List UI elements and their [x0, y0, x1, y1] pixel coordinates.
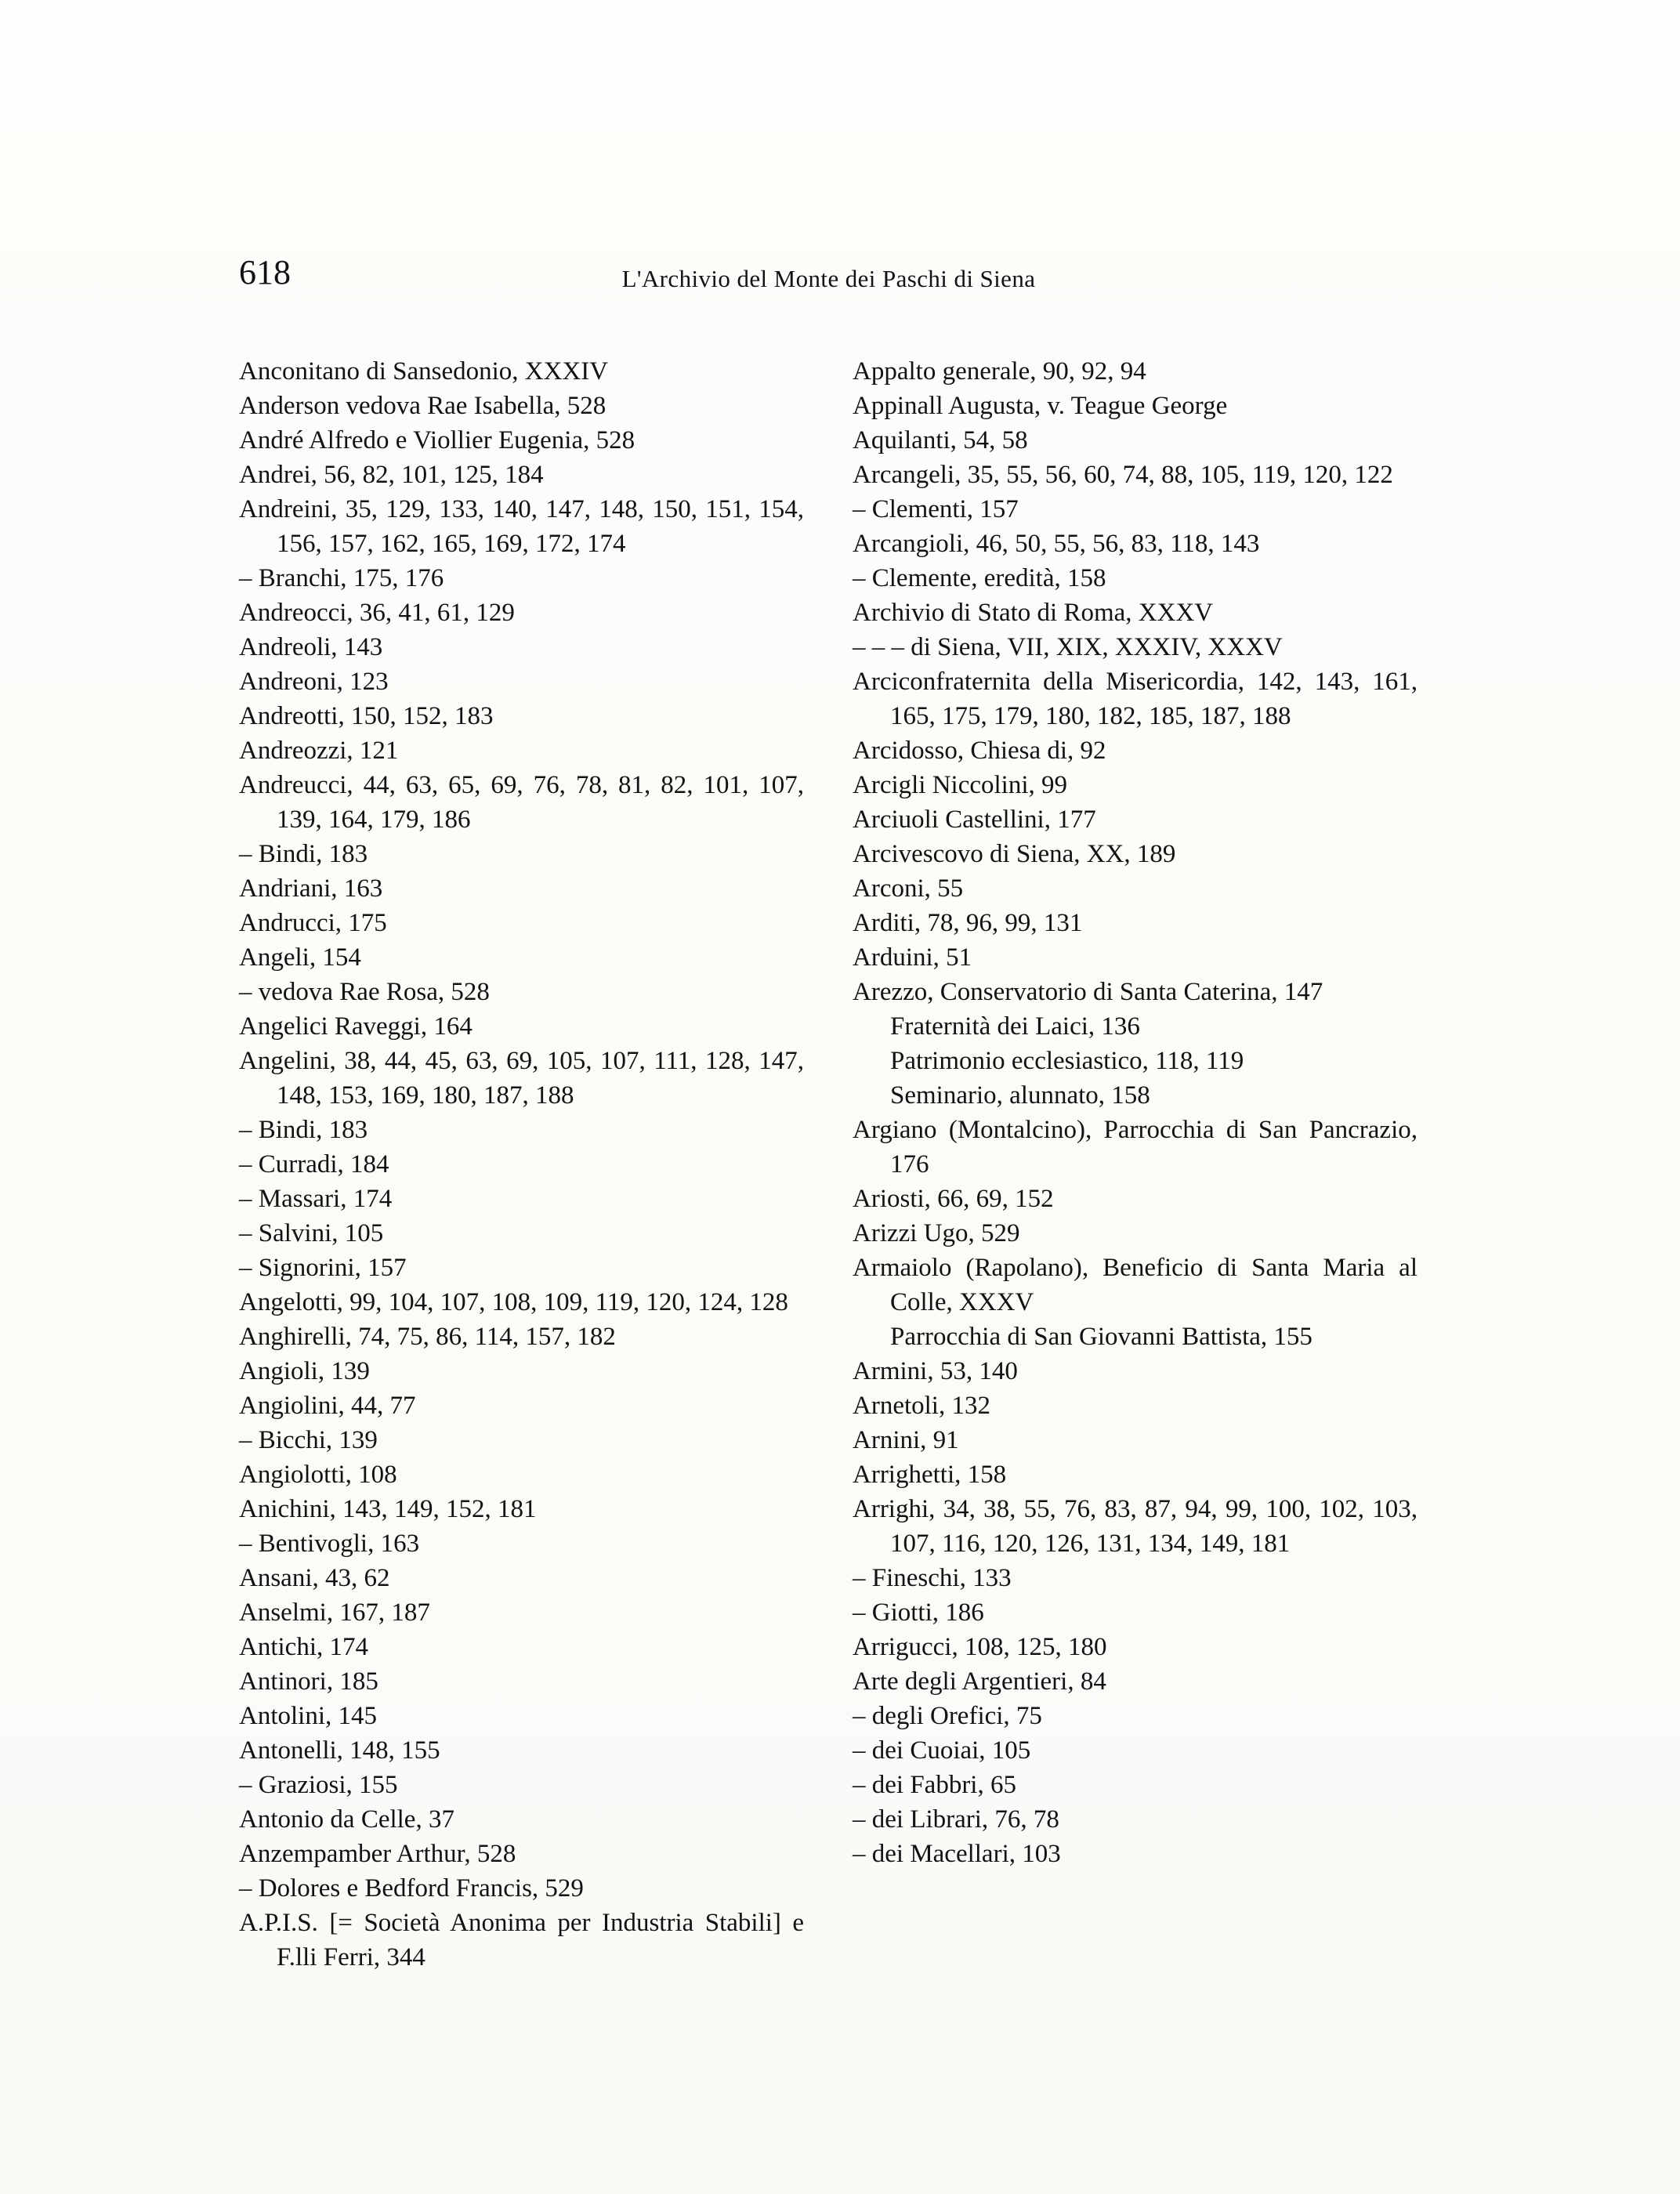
index-entry: Arnini, 91: [853, 1426, 959, 1454]
index-entry: Antichi, 174: [239, 1633, 368, 1661]
index-entry: Arnetoli, 132: [853, 1392, 990, 1420]
index-entry: Arcigli Niccolini, 99: [853, 771, 1068, 799]
index-entry: – Bicchi, 139: [239, 1426, 378, 1454]
index-entry: Angioli, 139: [239, 1357, 370, 1385]
index-entry: Andreoli, 143: [239, 633, 383, 661]
index-entry: Parrocchia di San Giovanni Battista, 155: [890, 1323, 1312, 1351]
index-entry: Arte degli Argentieri, 84: [853, 1667, 1106, 1696]
index-entry: Anselmi, 167, 187: [239, 1598, 430, 1627]
index-entry: Arduini, 51: [853, 943, 972, 972]
index-entry: Arcangioli, 46, 50, 55, 56, 83, 118, 143: [853, 530, 1260, 558]
index-entry: Patrimonio ecclesiastico, 118, 119: [890, 1047, 1244, 1075]
index-entry: Andrei, 56, 82, 101, 125, 184: [239, 461, 544, 489]
index-entry: Angelotti, 99, 104, 107, 108, 109, 119, 120, 124, 128: [239, 1288, 788, 1316]
index-entry: – Bindi, 183: [239, 1116, 368, 1144]
index-entry: – Signorini, 157: [239, 1254, 407, 1282]
index-entry: – Dolores e Bedford Francis, 529: [239, 1874, 584, 1903]
index-entry: – Clementi, 157: [853, 495, 1019, 523]
index-entry: Anghirelli, 74, 75, 86, 114, 157, 182: [239, 1323, 616, 1351]
index-entry: Armini, 53, 140: [853, 1357, 1018, 1385]
index-entry: Arezzo, Conservatorio di Santa Caterina, 147: [853, 978, 1323, 1006]
index-entry: – Fineschi, 133: [853, 1564, 1012, 1592]
index-entry: Arrighi, 34, 38, 55, 76, 83, 87, 94, 99, 100, 102, 103, 107, 116, 120, 126, 131, 134, 149, 181: [853, 1495, 1418, 1558]
index-entry: Argiano (Montalcino), Parrocchia di San Pancrazio, 176: [853, 1116, 1418, 1178]
index-entry: Arcangeli, 35, 55, 56, 60, 74, 88, 105, 119, 120, 122: [853, 461, 1393, 489]
index-entry: A.P.I.S. [= Società Anonima per Industria Stabili] e F.lli Ferri, 344: [239, 1909, 804, 1971]
index-entry: Archivio di Stato di Roma, XXXV: [853, 599, 1214, 627]
index-entry: Angiolotti, 108: [239, 1461, 397, 1489]
index-entry: Andreini, 35, 129, 133, 140, 147, 148, 150, 151, 154, 156, 157, 162, 165, 169, 172, 174: [239, 495, 804, 558]
index-entry: – Bindi, 183: [239, 840, 368, 868]
index-entry: Arcivescovo di Siena, XX, 189: [853, 840, 1176, 868]
index-column-left: [239, 354, 804, 1975]
index-entry: Andrucci, 175: [239, 909, 387, 937]
index-column-right: [853, 354, 1418, 1975]
index-columns: [239, 354, 1418, 1975]
index-entry: Ansani, 43, 62: [239, 1564, 390, 1592]
index-entry: – dei Fabbri, 65: [853, 1771, 1016, 1799]
index-entry: Appinall Augusta, v. Teague George: [853, 392, 1228, 420]
index-entry: Andreotti, 150, 152, 183: [239, 702, 494, 730]
index-entry: Antonio da Celle, 37: [239, 1805, 454, 1834]
index-entry: Angelini, 38, 44, 45, 63, 69, 105, 107, 111, 128, 147, 148, 153, 169, 180, 187, 188: [239, 1047, 804, 1110]
index-entry: Andriani, 163: [239, 874, 383, 903]
index-entry: Arrighetti, 158: [853, 1461, 1007, 1489]
index-entry: Anichini, 143, 149, 152, 181: [239, 1495, 537, 1523]
index-entry: Anconitano di Sansedonio, XXXIV: [239, 357, 609, 386]
page-header: [239, 253, 1418, 306]
index-entry: Appalto generale, 90, 92, 94: [853, 357, 1146, 386]
index-entry: Anderson vedova Rae Isabella, 528: [239, 392, 606, 420]
index-entry: – Massari, 174: [239, 1185, 393, 1213]
index-entry: Andreocci, 36, 41, 61, 129: [239, 599, 515, 627]
index-entry: – Giotti, 186: [853, 1598, 984, 1627]
index-entry: Antinori, 185: [239, 1667, 378, 1696]
index-entry: Antolini, 145: [239, 1702, 378, 1730]
index-entry: – vedova Rae Rosa, 528: [239, 978, 490, 1006]
index-entry: Aquilanti, 54, 58: [853, 426, 1028, 454]
index-entry: Andreucci, 44, 63, 65, 69, 76, 78, 81, 82, 101, 107, 139, 164, 179, 186: [239, 771, 804, 834]
index-entry: Arizzi Ugo, 529: [853, 1219, 1020, 1247]
index-entry: Anzempamber Arthur, 528: [239, 1840, 516, 1868]
index-entry: Arciconfraternita della Misericordia, 142, 143, 161, 165, 175, 179, 180, 182, 185, 187, 188: [853, 668, 1418, 730]
running-title: L'Archivio del Monte dei Paschi di Siena: [621, 265, 1036, 292]
index-entry: Arditi, 78, 96, 99, 131: [853, 909, 1083, 937]
index-entry: Andreozzi, 121: [239, 737, 399, 765]
page-number: 618: [239, 253, 291, 291]
index-entry: Seminario, alunnato, 158: [890, 1081, 1150, 1110]
index-entry: Armaiolo (Rapolano), Beneficio di Santa Maria al Colle, XXXV: [853, 1254, 1418, 1316]
index-entry: – – – di Siena, VII, XIX, XXXIV, XXXV: [853, 633, 1283, 661]
index-entry: – Graziosi, 155: [239, 1771, 398, 1799]
index-entry: Angeli, 154: [239, 943, 361, 972]
index-entry: – Salvini, 105: [239, 1219, 384, 1247]
index-entry: – dei Cuoiai, 105: [853, 1736, 1031, 1765]
index-entry: André Alfredo e Viollier Eugenia, 528: [239, 426, 635, 454]
index-entry: – dei Macellari, 103: [853, 1840, 1061, 1868]
index-entry: Arconi, 55: [853, 874, 964, 903]
index-entry: Antonelli, 148, 155: [239, 1736, 440, 1765]
index-entry: – dei Librari, 76, 78: [853, 1805, 1059, 1834]
index-entry: Angelici Raveggi, 164: [239, 1012, 472, 1041]
index-entry: Arrigucci, 108, 125, 180: [853, 1633, 1107, 1661]
index-entry: Arciuoli Castellini, 177: [853, 806, 1096, 834]
index-entry: – Branchi, 175, 176: [239, 564, 444, 592]
index-entry: – Clemente, eredità, 158: [853, 564, 1106, 592]
index-entry: Andreoni, 123: [239, 668, 389, 696]
index-entry: – Bentivogli, 163: [239, 1530, 420, 1558]
index-entry: Ariosti, 66, 69, 152: [853, 1185, 1054, 1213]
index-entry: Arcidosso, Chiesa di, 92: [853, 737, 1106, 765]
index-entry: Angiolini, 44, 77: [239, 1392, 416, 1420]
index-entry: – degli Orefici, 75: [853, 1702, 1042, 1730]
index-entry: Fraternità dei Laici, 136: [890, 1012, 1140, 1041]
index-entry: – Curradi, 184: [239, 1150, 389, 1178]
